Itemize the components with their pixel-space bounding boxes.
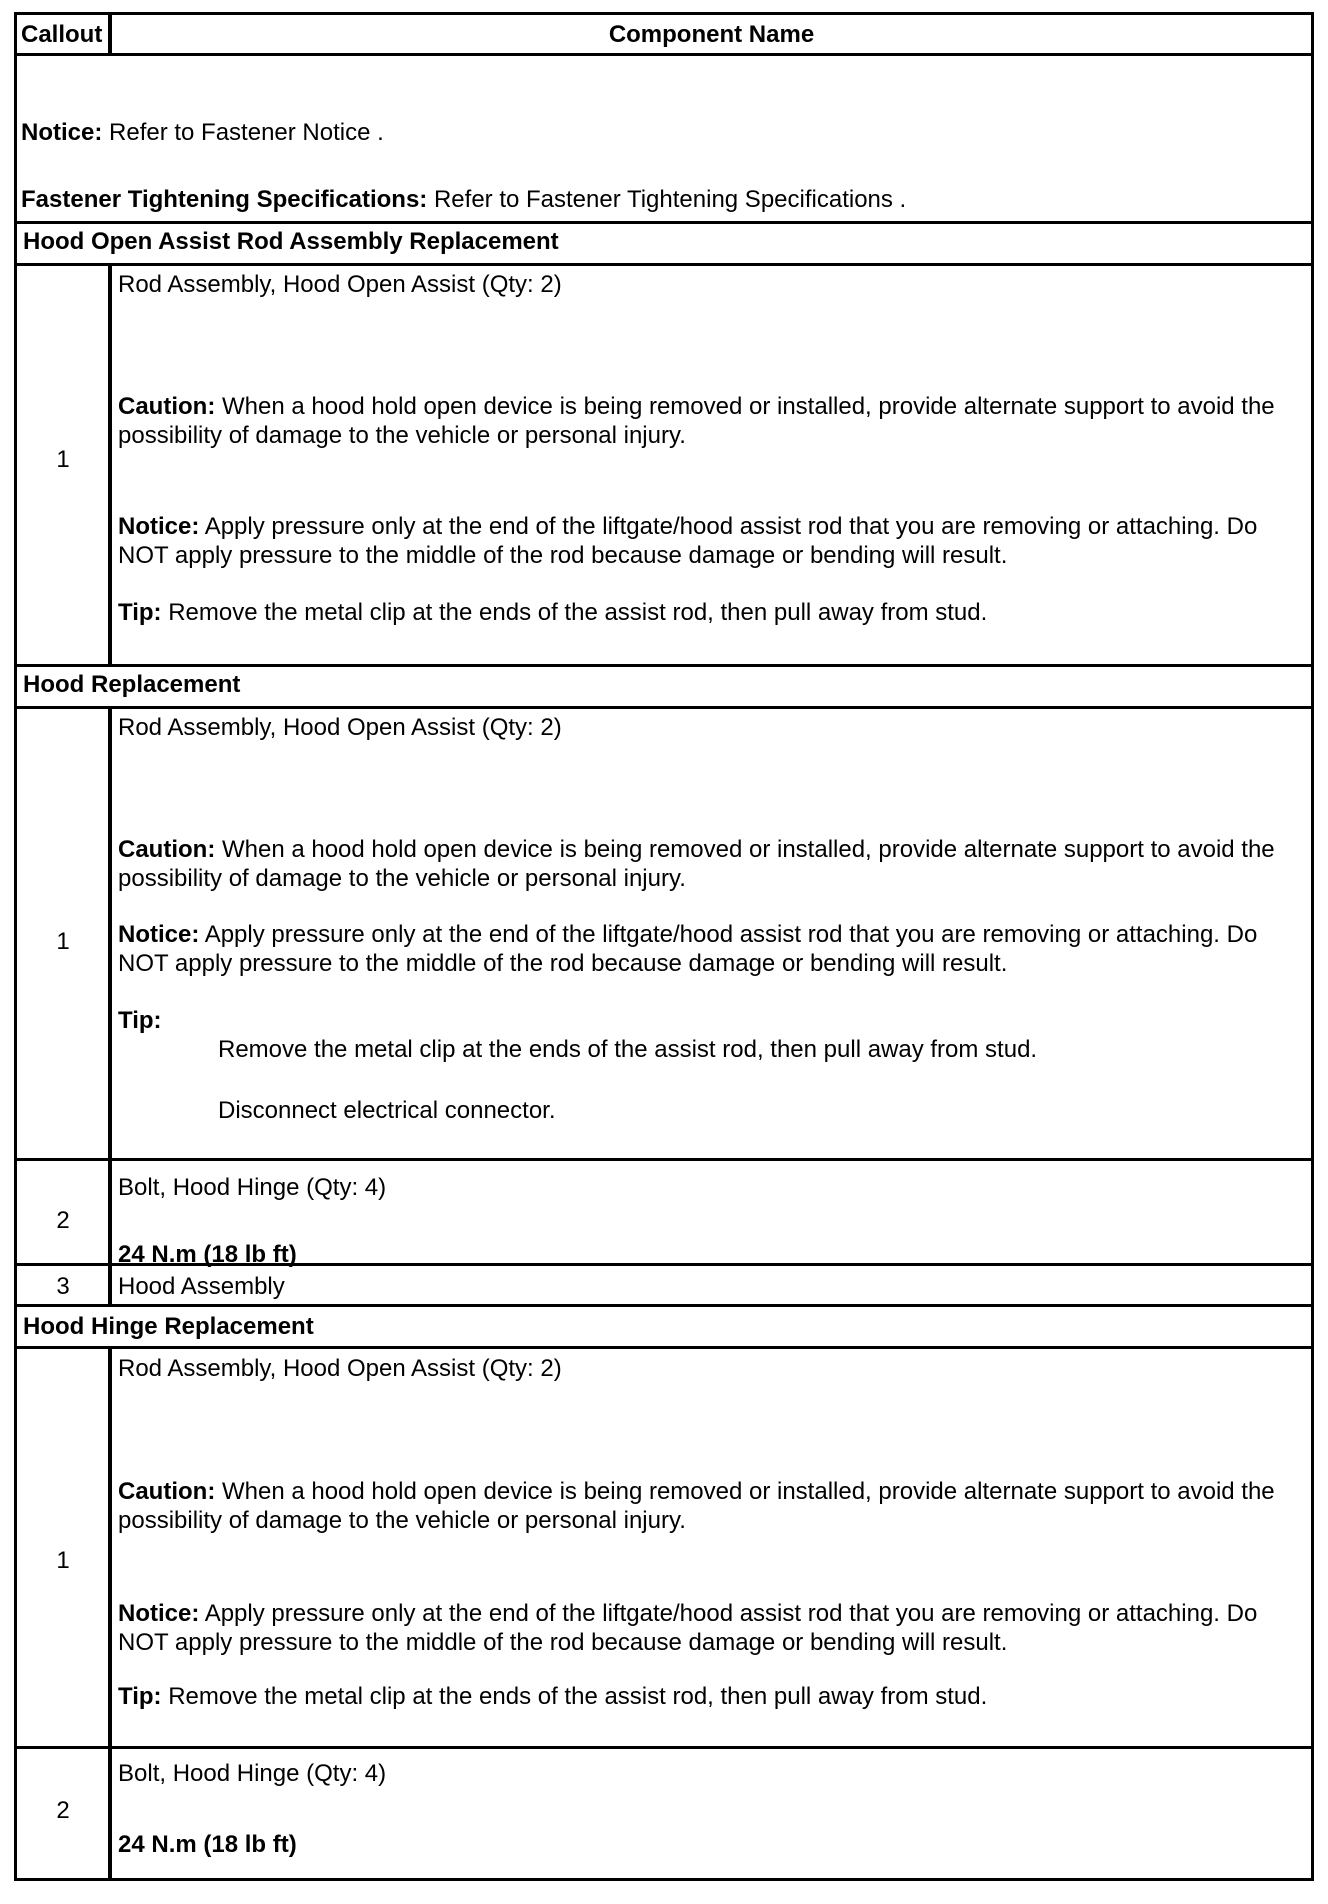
callout-number: 2 [56, 1207, 70, 1234]
tip-item: Disconnect electrical connector. [218, 1097, 556, 1124]
component-name: Rod Assembly, Hood Open Assist (Qty: 2) [118, 714, 562, 741]
component-name: Rod Assembly, Hood Open Assist (Qty: 2) [118, 271, 562, 298]
component-name: Bolt, Hood Hinge (Qty: 4) [118, 1174, 387, 1201]
caution-text: Caution: When a hood hold open device is being removed or installed, provide alternate support to avoid the possibility of damage to the vehicle or personal injury. [118, 393, 1275, 449]
caution-text: Caution: When a hood hold open device is being removed or installed, provide alternate support to avoid the possibility of damage to the vehicle or personal injury. [118, 836, 1275, 892]
callout-number: 1 [56, 928, 70, 955]
section-title: Hood Hinge Replacement [23, 1313, 314, 1340]
tip-label: Tip: [118, 1007, 162, 1034]
callout-number: 3 [56, 1273, 70, 1300]
section-title: Hood Replacement [23, 671, 241, 698]
notice-text: Notice: Apply pressure only at the end of the liftgate/hood assist rod that you are removing or attaching. Do NOT apply pressure to the middle of the rod because damage or bending will result. [118, 513, 1258, 569]
tip-text: Tip: Remove the metal clip at the ends of the assist rod, then pull away from stud. [118, 1683, 988, 1710]
tip-text: Tip: Remove the metal clip at the ends of the assist rod, then pull away from stud. [118, 599, 988, 626]
component-name-header: Component Name [608, 21, 815, 48]
torque-spec: 24 N.m (18 lb ft) [118, 1831, 297, 1858]
component-name: Hood Assembly [118, 1273, 285, 1300]
section-title: Hood Open Assist Rod Assembly Replacement [23, 228, 559, 255]
notice-text: Notice: Apply pressure only at the end of the liftgate/hood assist rod that you are removing or attaching. Do NOT apply pressure to the middle of the rod because damage or bending will result. [118, 921, 1258, 977]
component-table-page [14, 12, 1316, 1882]
caution-text: Caution: When a hood hold open device is being removed or installed, provide alternate support to avoid the possibility of damage to the vehicle or personal injury. [118, 1478, 1275, 1534]
component-name: Bolt, Hood Hinge (Qty: 4) [118, 1760, 387, 1787]
torque-spec: 24 N.m (18 lb ft) [118, 1241, 297, 1268]
component-name: Rod Assembly, Hood Open Assist (Qty: 2) [118, 1355, 562, 1382]
tip-item: Remove the metal clip at the ends of the assist rod, then pull away from stud. [218, 1036, 1038, 1063]
callout-number: 2 [56, 1797, 70, 1824]
callout-number: 1 [56, 446, 70, 473]
fastener-spec-notice: Fastener Tightening Specifications: Refer to Fastener Tightening Specifications . [21, 186, 907, 213]
callout-number: 1 [56, 1547, 70, 1574]
notice-text: Notice: Apply pressure only at the end of the liftgate/hood assist rod that you are removing or attaching. Do NOT apply pressure to the middle of the rod because damage or bending will result. [118, 1600, 1258, 1656]
component-table [14, 12, 1314, 1881]
general-notice: Notice: Refer to Fastener Notice . [21, 119, 384, 146]
callout-header: Callout [21, 21, 103, 48]
